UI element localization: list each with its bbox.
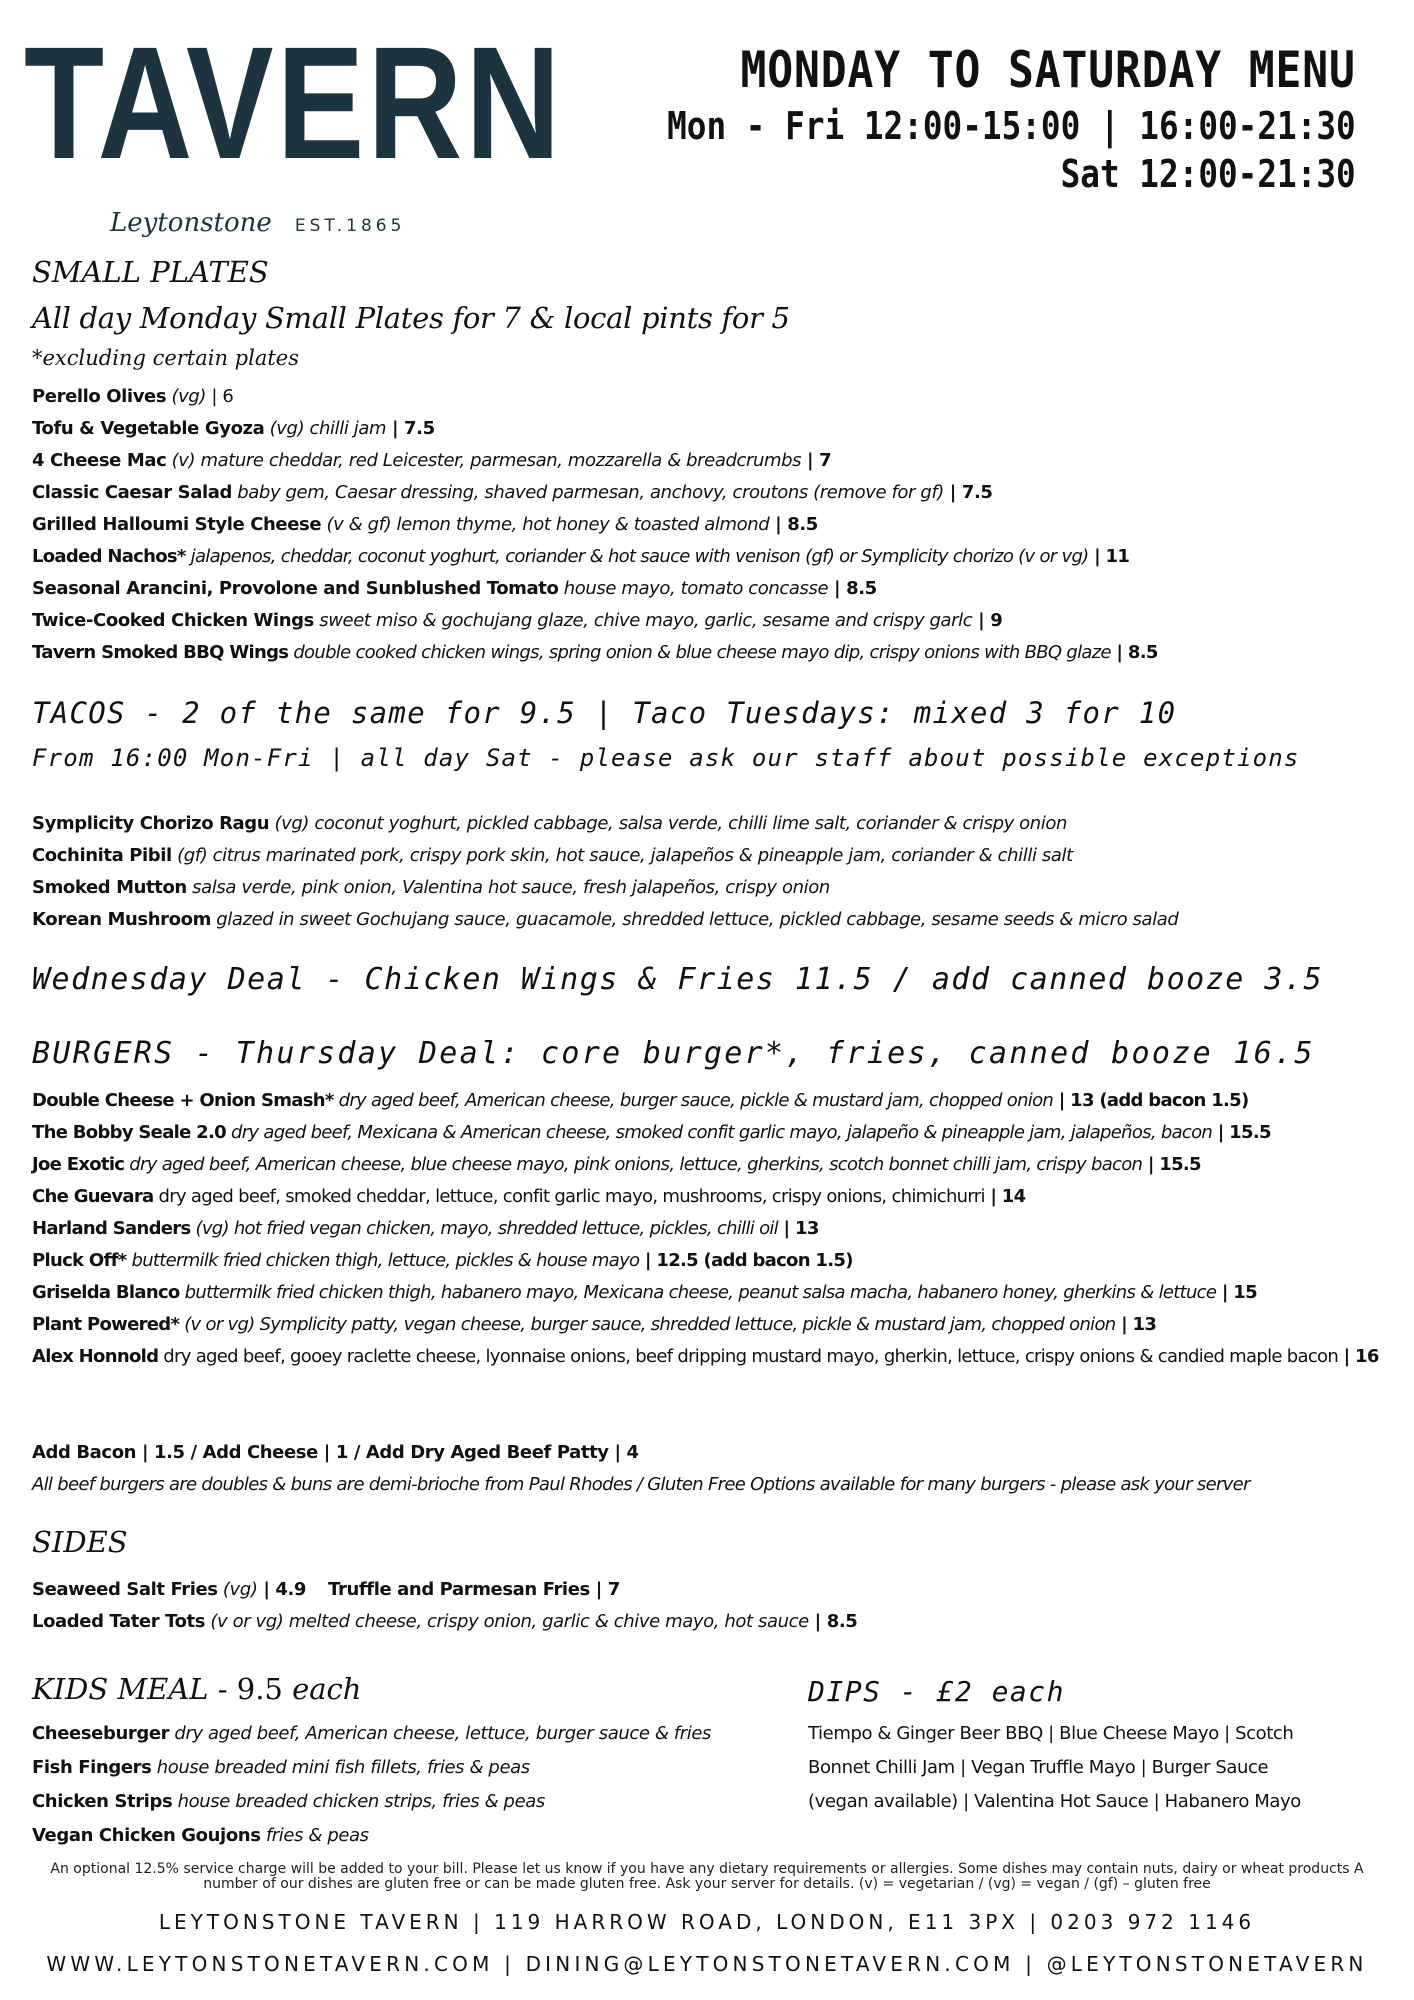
hours-weekday: Mon - Fri 12:00-15:00 | 16:00-21:30 — [667, 104, 1356, 148]
tavern-logo — [24, 13, 564, 238]
list-item: Loaded Nachos* jalapenos, cheddar, coconut yoghurt, coriander & hot sauce with venison (gf) or Symplicity chorizo (v or vg) | 11 — [32, 546, 1130, 567]
list-item: Symplicity Chorizo Ragu (vg) coconut yoghurt, pickled cabbage, salsa verde, chilli lime salt, coriander & crispy onion — [32, 813, 1068, 834]
list-item: Seasonal Arancini, Provolone and Sunblushed Tomato house mayo, tomato concasse | 8.5 — [32, 578, 877, 599]
menu-header — [555, 38, 1356, 198]
footer-web: WWW.LEYTONSTONETAVERN.COM | DINING@LEYTONSTONETAVERN.COM | @LEYTONSTONETAVERN — [46, 1952, 1368, 1976]
list-item: Grilled Halloumi Style Cheese (v & gf) lemon thyme, hot honey & toasted almond | 8.5 — [32, 514, 818, 535]
list-item: Griselda Blanco buttermilk fried chicken thigh, habanero mayo, Mexicana cheese, peanut salsa macha, habanero honey, gherkins & lettuce | 15 — [32, 1282, 1257, 1303]
list-item: Cheeseburger dry aged beef, American cheese, lettuce, burger sauce & fries — [32, 1723, 712, 1744]
kids-title: KIDS MEAL - 9.5 each — [32, 1672, 362, 1706]
logo-wordmark: TAVERN — [24, 13, 564, 192]
dips-list: Tiempo & Ginger Beer BBQ | Blue Cheese Mayo | Scotch Bonnet Chilli Jam | Vegan Truffle Mayo | Burger Sauce (vegan available) | Valentina Hot Sauce | Habanero Mayo — [808, 1723, 1301, 1812]
dips-title: DIPS - £2 each — [808, 1675, 1066, 1708]
list-item: Cochinita Pibil (gf) citrus marinated pork, crispy pork skin, hot sauce, jalapeños & pineapple jam, coriander & chilli salt — [32, 845, 1073, 866]
footer-address: LEYTONSTONE TAVERN | 119 HARROW ROAD, LONDON, E11 3PX | 0203 972 1146 — [158, 1910, 1256, 1934]
burgers-title: BURGERS - Thursday Deal: core burger*, fries, canned booze 16.5 — [32, 1036, 1315, 1071]
tacos-title: TACOS - 2 of the same for 9.5 | Taco Tuesdays: mixed 3 for 10 — [32, 696, 1177, 730]
list-item: Pluck Off* buttermilk fried chicken thigh, lettuce, pickles & house mayo | 12.5 (add bacon 1.5) — [32, 1250, 853, 1271]
tacos-list — [32, 808, 1178, 936]
addons-line: Add Bacon | 1.5 / Add Cheese | 1 / Add Dry Aged Beef Patty | 4 — [32, 1442, 639, 1463]
logo-script: Leytonstone — [110, 208, 272, 238]
list-item: Vegan Chicken Goujons fries & peas — [32, 1825, 369, 1846]
list-item: Classic Caesar Salad baby gem, Caesar dressing, shaved parmesan, anchovy, croutons (remove for gf) | 7.5 — [32, 482, 993, 503]
tacos-subtitle: From 16:00 Mon-Fri | all day Sat - please ask our staff about possible exceptions — [32, 744, 1300, 772]
hours-saturday: Sat 12:00-21:30 — [1060, 152, 1356, 196]
list-item: Korean Mushroom glazed in sweet Gochujang sauce, guacamole, shredded lettuce, pickled cabbage, sesame seeds & micro salad — [32, 909, 1179, 930]
small-plates-title: SMALL PLATES — [32, 255, 269, 289]
footer-disclaimer: An optional 12.5% service charge will be added to your bill. Please let us know if you have any dietary requirements or allergies. Some dishes may contain nuts, dairy or wheat products A number of our dishes are gluten free or can be made gluten free. Ask your server for details. (v) = vegetarian / (vg) = vegan / (gf) – gluten free — [50, 1861, 1364, 1892]
list-item: Tofu & Vegetable Gyoza (vg) chilli jam | 7.5 — [32, 418, 435, 439]
kids-list — [32, 1717, 711, 1853]
list-item: Perello Olives (vg) | 6 — [32, 386, 234, 407]
list-item: Plant Powered* (v or vg) Symplicity patty, vegan cheese, burger sauce, shredded lettuce, pickle & mustard jam, chopped onion | 13 — [32, 1314, 1157, 1335]
list-item: Seaweed Salt Fries (vg) | 4.9 Truffle and Parmesan Fries | 7 — [32, 1579, 620, 1600]
list-item: Che Guevara dry aged beef, smoked cheddar, lettuce, confit garlic mayo, mushrooms, crispy onions, chimichurri | 14 — [32, 1186, 1026, 1207]
sides-title: SIDES — [32, 1525, 128, 1559]
list-item: 4 Cheese Mac (v) mature cheddar, red Leicester, parmesan, mozzarella & breadcrumbs | 7 — [32, 450, 832, 471]
list-item: Twice-Cooked Chicken Wings sweet miso & gochujang glaze, chive mayo, garlic, sesame and crispy garlc | 9 — [32, 610, 1003, 631]
list-item: Alex Honnold dry aged beef, gooey raclette cheese, lyonnaise onions, beef dripping mustard mayo, gherkin, lettuce, crispy onions & candied maple bacon | 16 — [32, 1346, 1379, 1367]
logo-subline — [110, 208, 405, 238]
sides-list — [32, 1574, 857, 1638]
logo-est: EST.1865 — [294, 216, 406, 236]
small-plates-deal: All day Monday Small Plates for 7 & local pints for 5 — [32, 301, 790, 335]
list-item: Harland Sanders (vg) hot fried vegan chicken, mayo, shredded lettuce, pickles, chilli oil | 13 — [32, 1218, 819, 1239]
small-plates-list — [32, 381, 1158, 669]
list-item: Smoked Mutton salsa verde, pink onion, Valentina hot sauce, fresh jalapeños, crispy onion — [32, 877, 830, 898]
list-item: Chicken Strips house breaded chicken strips, fries & peas — [32, 1791, 545, 1812]
menu-title: MONDAY TO SATURDAY MENU — [740, 41, 1356, 99]
list-item: The Bobby Seale 2.0 dry aged beef, Mexicana & American cheese, smoked confit garlic mayo, jalapeño & pineapple jam, jalapeños, bacon | 15.5 — [32, 1122, 1271, 1143]
burger-note: All beef burgers are doubles & buns are demi-brioche from Paul Rhodes / Gluten Free Options available for many burgers - please ask your server — [32, 1474, 1250, 1495]
list-item: Double Cheese + Onion Smash* dry aged beef, American cheese, burger sauce, pickle & mustard jam, chopped onion | 13 (add bacon 1.5) — [32, 1090, 1249, 1111]
burgers-list — [32, 1085, 1402, 1373]
list-item: Fish Fingers house breaded mini fish fillets, fries & peas — [32, 1757, 530, 1778]
list-item: Joe Exotic dry aged beef, American cheese, blue cheese mayo, pink onions, lettuce, gherkins, scotch bonnet chilli jam, crispy bacon | 15.5 — [32, 1154, 1201, 1175]
small-plates-note: *excluding certain plates — [32, 346, 300, 370]
wednesday-deal: Wednesday Deal - Chicken Wings & Fries 11.5 / add canned booze 3.5 — [32, 962, 1324, 997]
burger-addons — [32, 1437, 1250, 1501]
list-item: Tavern Smoked BBQ Wings double cooked chicken wings, spring onion & blue cheese mayo dip, crispy onions with BBQ glaze | 8.5 — [32, 642, 1158, 663]
list-item: Loaded Tater Tots (v or vg) melted cheese, crispy onion, garlic & chive mayo, hot sauce | 8.5 — [32, 1611, 858, 1632]
